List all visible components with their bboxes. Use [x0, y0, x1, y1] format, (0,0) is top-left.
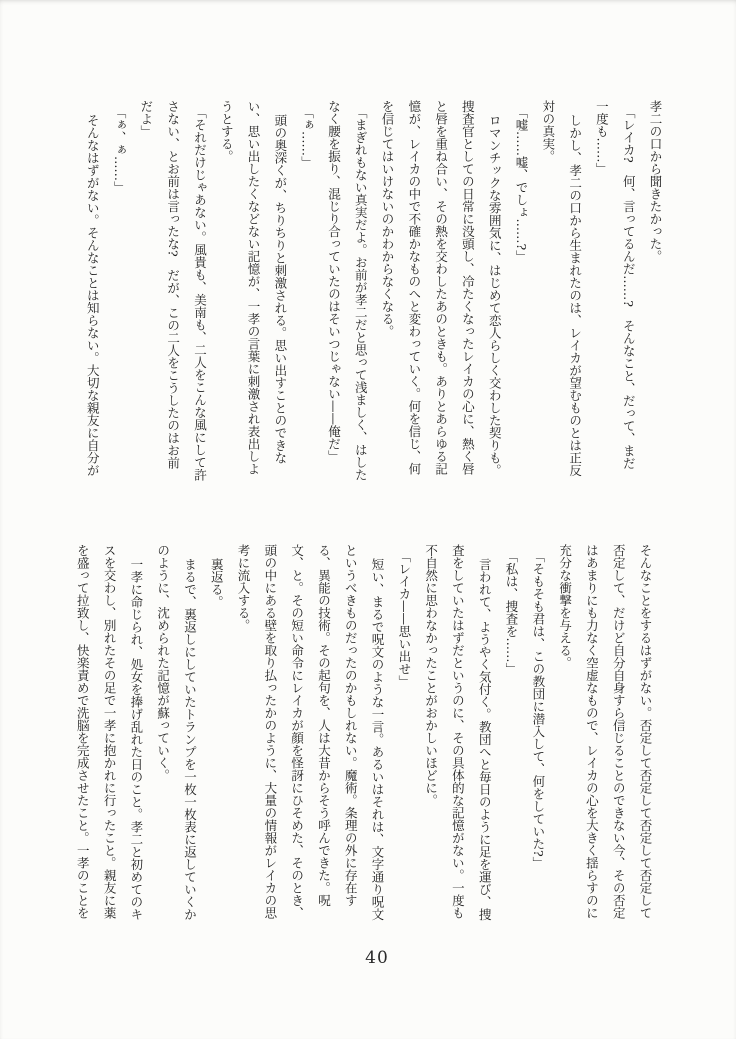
text-column: 文、と。その短い命令にレイカが顔を怪訝にひそめた、そのとき、 [289, 544, 305, 919]
text-column: 充分な衝撃を与える。 [557, 544, 573, 669]
page-number: 40 [365, 948, 389, 968]
text-column: 孝二の口から聞きたかった。 [648, 100, 663, 263]
text-column: 「そもそも君は、この教団に潜入して、何をしていた?」 [530, 549, 546, 869]
text-column: 「それだけじゃあない。風貴も、美南も、二人をこんな風にして許 [192, 105, 208, 481]
text-column: そんなはずがない。そんなことは知らない。大切な親友に自分が [85, 114, 101, 477]
text-column: 「レイカ——思い出せ」 [396, 549, 412, 688]
text-column: と唇を重ね合い、その熱を交わしたあのときも。ありとあらゆる記 [433, 100, 449, 475]
text-column: 一孝に命じられ、処女を捧げ乱れた日のこと。孝二と初めてのキ [128, 558, 144, 921]
text-column: 対の真実。 [540, 100, 556, 163]
text-column: を盛って拉致し、快楽責めで洗脳を完成させたこと。一孝のことを [75, 544, 91, 919]
text-column: ロマンチックな雰囲気に、はじめて恋人らしく交わした契りも。 [487, 114, 503, 477]
text-column: を信じてはいけないのかわからなくなる。 [380, 100, 396, 338]
text-column: 頭の奥深くが、ちりちりと刺激される。思い出すことのできな [272, 114, 288, 465]
text-column: のように、沈められた記憶が蘇っていく。 [155, 544, 171, 782]
text-column: だよ」 [138, 100, 154, 138]
text-column: る、異能の技術。その起句を、人は大昔からそう呼んできた。呪 [316, 544, 332, 907]
text-column: 憶が、レイカの中で不確かなものへと変わっていく。何を信じ、何 [406, 100, 422, 475]
text-column: 「ぁ……」 [299, 105, 315, 169]
text-band-bottom [68, 544, 658, 919]
text-band-top [78, 100, 668, 481]
text-column: 考に流入する。 [236, 544, 252, 632]
text-column: さない、とお前は言ったな? だが、この二人をこうしたのはお前 [165, 100, 181, 470]
text-column: い、思い出したくなどない記憶が、一孝の言葉に刺激され表出しよ [246, 100, 262, 475]
text-column: 査をしていたはずだというのに、その具体的な記憶がない。一度も [450, 544, 466, 919]
text-column: なく腰を振り、混じり合っていたのはそいつじゃない——俺だ」 [326, 100, 342, 463]
text-column: 不自然に思わなかったことがおかしいほどに。 [423, 544, 439, 807]
text-column: 「私は、捜査を……」 [504, 549, 520, 675]
text-column: はあまりにも力なく空虚なもので、レイカの心を大きく揺らすのに [584, 544, 600, 919]
text-column: 「まぎれもない真実だよ。お前が孝二だと思って浅ましく、はした [353, 105, 369, 481]
text-column: 短い、まるで呪文のような一言。あるいはそれは、文字通り呪文 [370, 558, 386, 921]
text-column: スを交わし、別れたその足で一孝に抱かれに行ったこと。親友に薬 [102, 544, 118, 919]
text-column: そんなことをするはずがない。否定して否定して否定して否定して [638, 544, 653, 919]
text-column: まるで、裏返しにしていたトランプを一枚一枚表に返していくか [182, 558, 198, 921]
text-column: 一度も……」 [594, 100, 610, 175]
text-column: 「ぁ、ぁ……」 [112, 105, 128, 194]
text-column: というべきものだったのかもしれない。魔術。条理の外に存在す [343, 544, 359, 907]
text-column: しかし、孝二の口から生まれたのは、レイカが望むものとは正反 [567, 114, 583, 477]
text-column: 裏返る。 [209, 558, 225, 609]
text-column: 言われて、ようやく気付く。教団へと毎日のように足を運び、捜 [477, 558, 493, 921]
text-column: 捜査官としての日常に没頭し、冷たくなったレイカの心に、熱く唇 [460, 100, 476, 475]
text-column: 頭の中にある壁を取り払ったかのように、大量の情報がレイカの思 [262, 544, 278, 919]
text-column: 「嘘……嘘、でしょ……?」 [514, 105, 530, 263]
text-column: うとする。 [219, 100, 235, 163]
text-column: 否定して、だけど自分自身すら信じることのできない今、その否定 [611, 544, 627, 919]
text-column: 「レイカ? 何、言ってるんだ……? そんなこと、だって、まだ [621, 105, 637, 470]
